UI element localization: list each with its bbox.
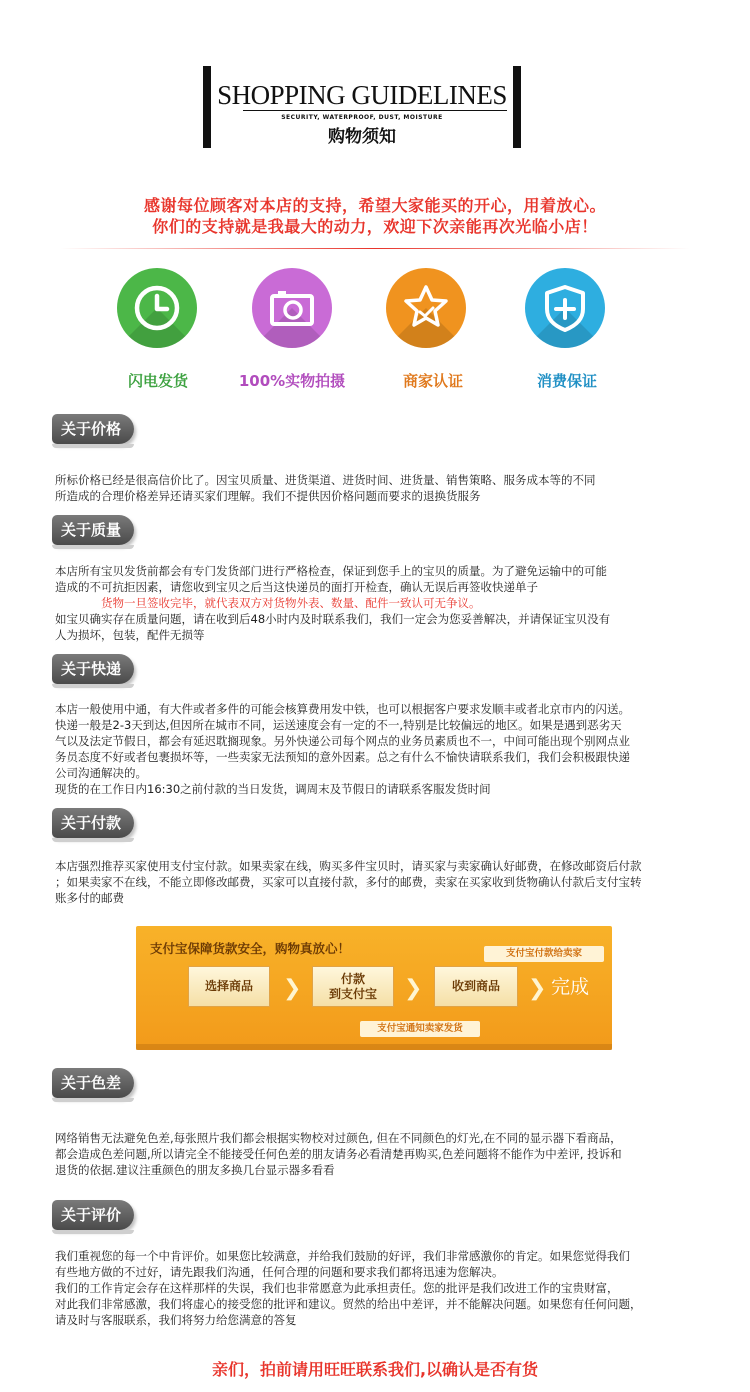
section-tag-review: 关于评价 <box>52 1200 134 1230</box>
thanks-line-1: 感谢每位顾客对本店的支持，希望大家能买的开心，用着放心。 <box>143 196 606 215</box>
header-subtitle-en: SECURITY, WATERPROOF, DUST, MOISTURE <box>281 114 443 121</box>
header-left-bar <box>203 66 211 148</box>
clock-icon <box>117 268 197 348</box>
shield-plus-icon <box>525 268 605 348</box>
text-line: 有些地方做的不过好，请先跟我们沟通，任何合理的问题和要求我们都将迅速为您解决。 <box>55 1265 504 1279</box>
text-line: 对此我们非常感激，我们将虚心的接受您的批评和建议。贸然的给出中差评，并不能解决问题。如果您有任何问题， <box>55 1297 642 1311</box>
text-line: 如宝贝确实存在质量问题，请在收到后48小时内及时联系我们，我们一定会为您妥善解决，并请保证宝贝没有 <box>55 612 611 626</box>
text-line: 本店强烈推荐买家使用支付宝付款。如果卖家在线，购买多件宝贝时，请买家与卖家确认好邮费，在修改邮资后付款 <box>55 859 642 873</box>
feature-label-real-photo: 100%实物拍摄 <box>238 372 346 390</box>
text-line: 务员态度不好或者包裹损坏等，一些卖家无法预知的意外因素。总之有什么不愉快请联系我们，我们会积极跟快递 <box>55 750 630 764</box>
text-line: 快递一般是2-3天到达,但因所在城市不同，运送速度会有一定的不一,特别是比较偏远的地区。如果是遇到恶劣天 <box>55 718 622 732</box>
text-line: 所标价格已经是很高信价比了。因宝贝质量、进货渠道、进货时间、进货量、销售策略、服务成本等的不同 <box>55 473 596 487</box>
flow-step-pay-line1: 付款 <box>340 971 365 986</box>
alipay-notify-ship-badge: 支付宝通知卖家发货 <box>360 1021 480 1037</box>
text-line: 现货的在工作日内16:30之前付款的当日发货，调周末及节假日的请联系客服发货时间 <box>55 782 491 796</box>
section-payment-text <box>55 858 695 906</box>
text-line: 我们的工作肯定会存在这样那样的失误，我们也非常愿意为此承担责任。您的批评是我们改进工作的宝贵财富， <box>55 1281 619 1295</box>
text-line: 公司沟通解决的。 <box>55 766 147 780</box>
text-line: 请及时与客服联系，我们将努力给您满意的答复 <box>55 1313 297 1327</box>
banner-shadow <box>136 1044 612 1050</box>
text-line: 造成的不可抗拒因素，请您收到宝贝之后当这快递员的面打开检查，确认无误后再签收快递单子 <box>55 580 538 594</box>
text-line: 气以及法定节假日，都会有延迟耽搁现象。另外快递公司每个网点的业务员素质也不一，中间可能出现个别网点业 <box>55 734 630 748</box>
header-title-en: SHOPPING GUIDELINES <box>217 80 507 110</box>
text-line: 本店所有宝贝发货前都会有专门发货部门进行严格检查，保证到您手上的宝贝的质量。为了避免运输中的可能 <box>55 564 607 578</box>
header-underline <box>243 110 507 111</box>
star-badge-icon <box>386 268 466 348</box>
page-header <box>203 66 521 148</box>
section-tag-express: 关于快递 <box>52 654 134 684</box>
alipay-banner-title: 支付宝保障货款安全，购物真放心！ <box>150 941 351 956</box>
feature-label-merchant-cert: 商家认证 <box>402 372 463 390</box>
section-tag-color: 关于色差 <box>52 1068 134 1098</box>
text-line: 退货的依据.建议注重颜色的朋友多换几台显示器多看看 <box>55 1163 335 1177</box>
divider <box>60 248 690 249</box>
flow-step-pay-line2: 到支付宝 <box>328 986 377 1001</box>
flow-step-pay-alipay <box>312 966 394 1007</box>
header-title-cn: 购物须知 <box>328 127 396 147</box>
arrow-right-icon: ❯ <box>404 976 423 1001</box>
section-tag-payment: 关于付款 <box>52 808 134 838</box>
text-line: 网络销售无法避免色差,每张照片我们都会根据实物校对过颜色, 但在不同颜色的灯光,在不同的显示器下看商品， <box>55 1131 622 1145</box>
section-tag-price: 关于价格 <box>52 414 134 444</box>
text-line: 人为损坏，包装，配件无损等 <box>55 628 205 642</box>
text-line: 我们重视您的每一个中肯评价。如果您比较满意，并给我们鼓励的好评，我们非常感激你的肯定。如果您觉得我们 <box>55 1249 630 1263</box>
camera-icon <box>252 268 332 348</box>
alipay-pay-seller-badge: 支付宝付款给卖家 <box>484 946 604 962</box>
section-express-text <box>55 701 695 797</box>
text-line: 本店一般使用中通，有大件或者多件的可能会核算费用发中铁，也可以根据客户要求发顺丰或者北京市内的闪送。 <box>55 702 630 716</box>
text-line: 都会造成色差问题,所以请完全不能接受任何色差的朋友请务必看清楚再购买,色差问题将不能作为中差评, 投诉和 <box>55 1147 622 1161</box>
flow-step-done: 完成 <box>551 976 590 998</box>
section-price-text <box>55 472 695 504</box>
feature-label-fast-shipping: 闪电发货 <box>127 372 188 390</box>
text-line: ；如果卖家不在线，不能立即修改邮费，买家可以直接付款，多付的邮费，卖家在买家收到货物确认付款后支付宝转 <box>55 875 642 889</box>
text-line-highlight: 货物一旦签收完毕，就代表双方对货物外表、数量、配件一致认可无争议。 <box>101 596 481 610</box>
feature-label-consumer-guarantee: 消费保证 <box>536 372 597 390</box>
thanks-line-2: 你们的支持就是我最大的动力，欢迎下次亲能再次光临小店！ <box>152 217 598 236</box>
section-quality-text <box>55 563 695 643</box>
section-review-text <box>55 1248 695 1328</box>
alipay-flow-banner <box>136 926 612 1050</box>
text-line: 所造成的合理价格差异还请买家们理解。我们不提供因价格问题而要求的退换货服务 <box>55 489 481 503</box>
text-line: 账多付的邮费 <box>55 891 124 905</box>
footer-contact-note: 亲们，拍前请用旺旺联系我们,以确认是否有货 <box>211 1360 539 1379</box>
section-color-text <box>55 1130 695 1178</box>
section-tag-quality: 关于质量 <box>52 515 134 545</box>
arrow-right-icon: ❯ <box>283 976 302 1001</box>
flow-step-receive-item: 收到商品 <box>434 966 518 1007</box>
arrow-right-icon: ❯ <box>528 976 547 1001</box>
flow-step-select-item: 选择商品 <box>188 966 270 1007</box>
header-right-bar <box>513 66 521 148</box>
